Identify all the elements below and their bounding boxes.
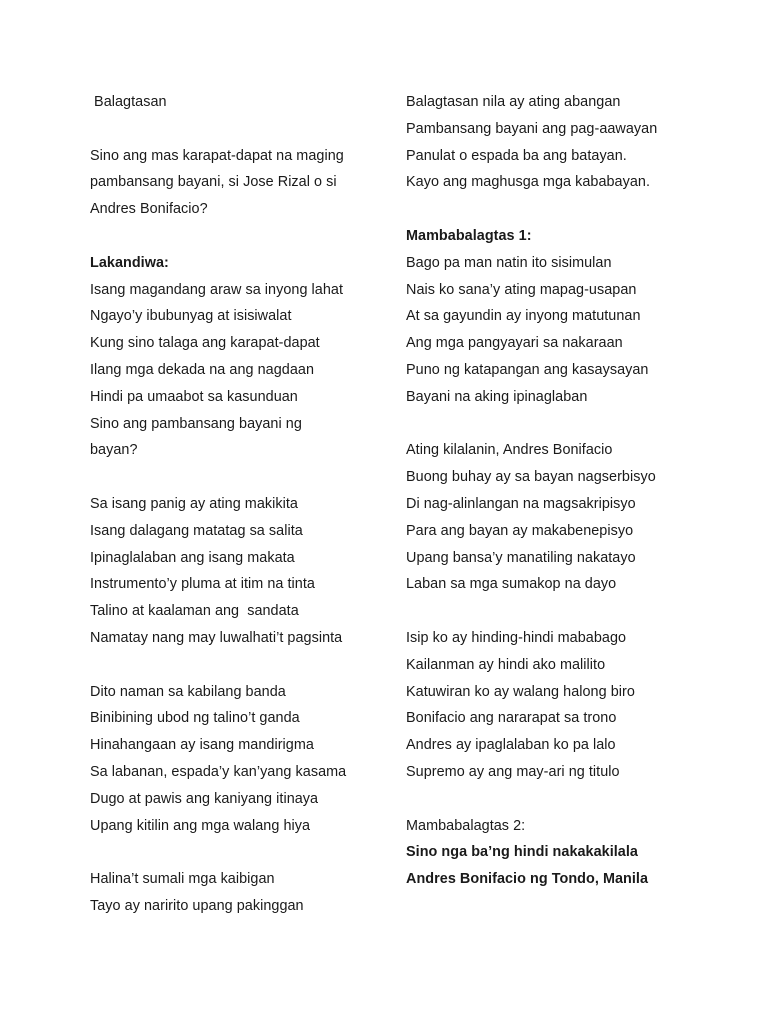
blank-line [406, 786, 706, 813]
verse-line: Nais ko sana’y ating mapag-usapan [406, 281, 637, 298]
verse-line: Sa isang panig ay ating makikita [90, 495, 298, 512]
blank-line [90, 464, 380, 491]
blank-line [90, 839, 380, 866]
question-line: Sino ang mas karapat-dapat na maging [90, 147, 344, 164]
verse-line: Kung sino talaga ang karapat-dapat [90, 335, 320, 352]
mambabalagtas-1-heading: Mambabalagtas 1: [406, 227, 532, 244]
verse-line: Kayo ang maghusga mga kababayan. [406, 174, 651, 191]
verse-line: Sino nga ba’ng hindi nakakakilala [406, 844, 638, 861]
document-title: Balagtasan [90, 94, 167, 110]
question-line: Andres Bonifacio? [90, 201, 208, 218]
verse-line: Talino at kaalaman ang sandata [90, 603, 299, 620]
verse-line: Isang dalagang matatag sa salita [90, 522, 303, 539]
lakandiwa-heading: Lakandiwa: [90, 254, 169, 271]
verse-line: Tayo ay naririto upang pakinggan [90, 897, 304, 914]
verse-line: Laban sa mga sumakop na dayo [406, 576, 617, 593]
verse-line: Dugo at pawis ang kaniyang itinaya [90, 790, 319, 807]
verse-line: Instrumento’y pluma at itim na tinta [90, 576, 315, 593]
question-line: pambansang bayani, si Jose Rizal o si [90, 174, 337, 191]
verse-line: Isang magandang araw sa inyong lahat [90, 281, 344, 298]
verse-line: Bonifacio ang nararapat sa trono [406, 710, 617, 727]
verse-line: Balagtasan nila ay ating abangan [406, 94, 621, 110]
mambabalagtas-2-heading: Mambabalagtas 2: [406, 817, 526, 834]
verse-line: Di nag-alinlangan na magsakripisyo [406, 495, 636, 512]
verse-line: Binibining ubod ng talino’t ganda [90, 710, 300, 727]
verse-line: Sino ang pambansang bayani ng [90, 415, 302, 432]
verse-line: Andres Bonifacio ng Tondo, Manila [406, 871, 649, 888]
verse-line: Hinahangaan ay isang mandirigma [90, 737, 314, 754]
verse-line: Upang kitilin ang mga walang hiya [90, 817, 311, 834]
verse-line: Bayani na aking ipinaglaban [406, 388, 588, 405]
verse-line: bayan? [90, 442, 138, 459]
verse-line: Hindi pa umaabot sa kasunduan [90, 388, 298, 405]
blank-line [406, 411, 706, 438]
verse-line: Katuwiran ko ay walang halong biro [406, 683, 635, 700]
blank-line [90, 652, 380, 679]
verse-line: Kailanman ay hindi ako malilito [406, 656, 606, 673]
verse-line: Halina’t sumali mga kaibigan [90, 871, 275, 888]
verse-line: Dito naman sa kabilang banda [90, 683, 286, 700]
verse-line: Ating kilalanin, Andres Bonifacio [406, 442, 613, 459]
verse-line: Ang mga pangyayari sa nakaraan [406, 335, 623, 352]
verse-line: Panulat o espada ba ang batayan. [406, 147, 627, 164]
blank-line [90, 116, 380, 143]
blank-line [406, 598, 706, 625]
verse-line: Puno ng katapangan ang kasaysayan [406, 361, 649, 378]
verse-line: Ipinaglalaban ang isang makata [90, 549, 295, 566]
verse-line: Upang bansa’y manatiling nakatayo [406, 549, 636, 566]
verse-line: Pambansang bayani ang pag-aawayan [406, 120, 658, 137]
verse-line: Para ang bayan ay makabenepisyo [406, 522, 634, 539]
blank-line [90, 223, 380, 250]
verse-line: Ngayo’y ibubunyag at isisiwalat [90, 308, 292, 325]
verse-line: Andres ay ipaglalaban ko pa lalo [406, 737, 616, 754]
left-column [90, 89, 380, 920]
verse-line: Bago pa man natin ito sisimulan [406, 254, 612, 271]
verse-line: Supremo ay ang may-ari ng titulo [406, 763, 620, 780]
verse-line: Buong buhay ay sa bayan nagserbisyo [406, 469, 656, 486]
right-column [406, 89, 706, 893]
blank-line [406, 196, 706, 223]
verse-line: At sa gayundin ay inyong matutunan [406, 308, 641, 325]
verse-line: Sa labanan, espada’y kan’yang kasama [90, 763, 347, 780]
verse-line: Isip ko ay hinding-hindi mababago [406, 629, 627, 646]
verse-line: Ilang mga dekada na ang nagdaan [90, 361, 314, 378]
verse-line: Namatay nang may luwalhati’t pagsinta [90, 629, 343, 646]
